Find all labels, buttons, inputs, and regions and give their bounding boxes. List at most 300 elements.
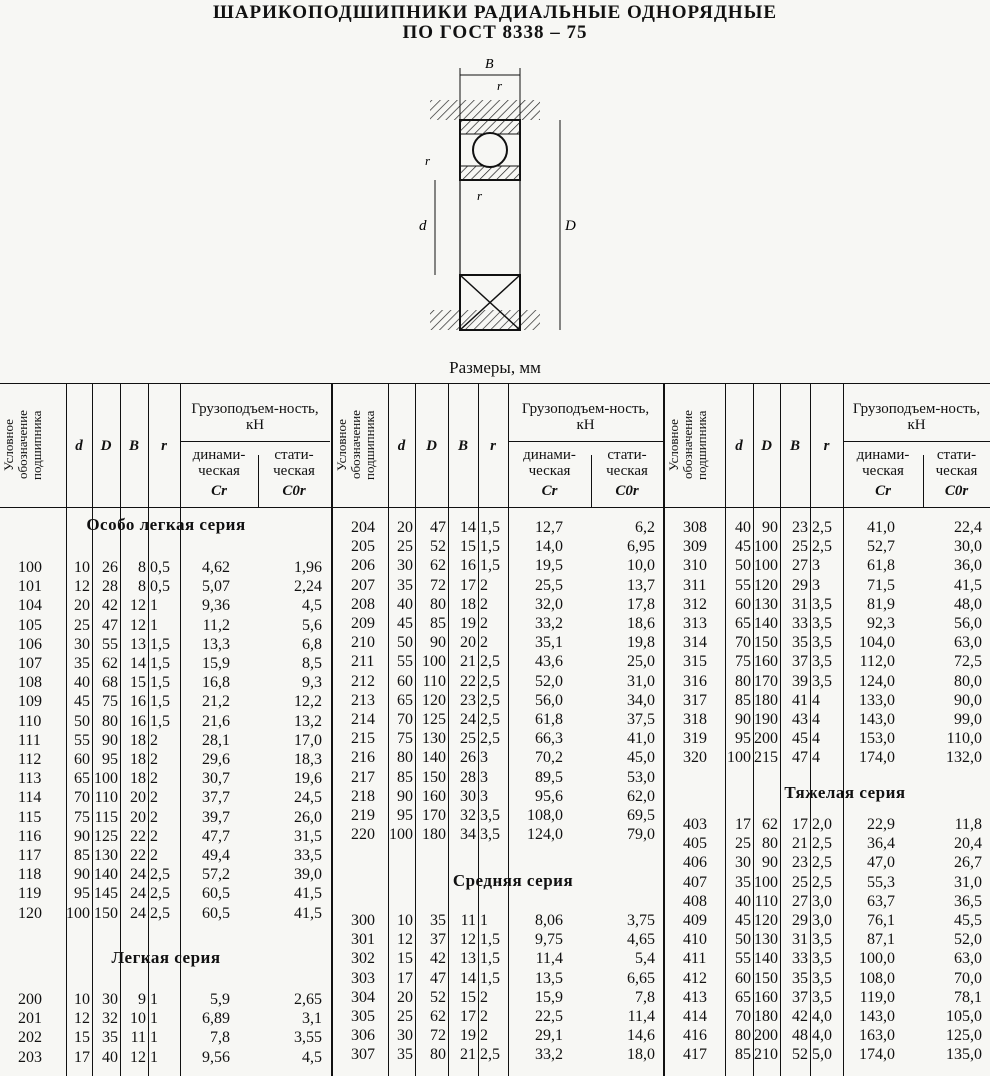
cell-cr: 124,0: [859, 672, 895, 690]
cell-B: 39: [792, 672, 808, 690]
cell-cr: 21,2: [202, 693, 230, 711]
table-row: [0, 904, 330, 923]
cell-d: 12: [74, 1010, 90, 1028]
cell-D: 110: [94, 789, 118, 807]
cell-d: 75: [397, 730, 413, 748]
cell-cr: 70,2: [535, 749, 563, 767]
cell-B: 14: [130, 655, 146, 672]
bearing-diagram: [405, 50, 585, 350]
cell-d: 40: [735, 519, 751, 536]
cell-d: 100: [66, 904, 90, 922]
cell-B: 27: [792, 557, 808, 575]
cell-d: 17: [735, 816, 751, 833]
cell-r: 2,5: [812, 538, 832, 556]
cell-cr: 30,7: [202, 770, 230, 788]
cell-r: 3,5: [812, 931, 832, 949]
cell-D: 110: [754, 892, 778, 910]
cell-d: 25: [397, 538, 413, 556]
cell-r: 2,5: [480, 1046, 500, 1064]
cell-cor: 24,5: [294, 789, 322, 807]
cell-d: 40: [735, 892, 751, 910]
cell-cor: 1,96: [294, 559, 322, 576]
cell-cr: 174,0: [859, 749, 895, 767]
cell-cr: 9,75: [535, 931, 563, 949]
table-row: [665, 1007, 990, 1026]
cell-r: 3,5: [812, 950, 832, 968]
cell-cr: 29,1: [535, 1027, 563, 1045]
table-row: [333, 825, 663, 844]
cell-d: 75: [735, 653, 751, 671]
cell-B: 26: [460, 749, 476, 767]
cell-D: 100: [754, 557, 778, 575]
cell-d: 15: [397, 950, 413, 968]
cell-D: 85: [430, 615, 446, 632]
table-row: [665, 988, 990, 1007]
cell-D: 62: [102, 655, 118, 672]
cell-designation: 407: [683, 873, 707, 891]
cell-cr: 11,2: [202, 616, 230, 634]
cell-B: 14: [460, 519, 476, 536]
cell-designation: 307: [351, 1046, 375, 1064]
cell-designation: 316: [683, 672, 707, 690]
dim-D-label: D: [565, 218, 576, 234]
cell-designation: 202: [18, 1029, 42, 1047]
cell-D: 90: [762, 519, 778, 536]
cell-d: 45: [74, 693, 90, 711]
header-static: стати-ческая: [935, 447, 978, 479]
cell-cr: 89,5: [535, 768, 563, 786]
cell-cr: 14,0: [535, 538, 563, 556]
cell-D: 55: [102, 635, 118, 653]
dim-r-label-inner: r: [477, 188, 483, 203]
cell-r: 0,5: [150, 578, 170, 596]
cell-cor: 90,0: [954, 691, 982, 709]
cell-cr: 174,0: [859, 1046, 895, 1064]
cell-d: 90: [735, 711, 751, 728]
header-dynamic: динами-ческая: [856, 447, 910, 479]
cell-D: 80: [430, 595, 446, 613]
cell-r: 3: [812, 557, 820, 575]
cell-B: 25: [460, 730, 476, 748]
table-row: [0, 654, 330, 673]
cell-r: 3,5: [480, 807, 500, 824]
cell-r: 2: [480, 595, 488, 613]
cell-designation: 108: [18, 674, 42, 692]
header-designation: Условное обозначение подшипника: [1, 410, 44, 480]
cell-B: 30: [460, 787, 476, 805]
table-row: [0, 731, 330, 750]
cell-D: 170: [754, 672, 778, 690]
cell-B: 15: [460, 988, 476, 1006]
cell-D: 90: [102, 731, 118, 749]
cell-B: 42: [792, 1008, 808, 1025]
table-row: [0, 692, 330, 711]
cell-B: 47: [792, 749, 808, 767]
cell-cor: 13,2: [294, 712, 322, 730]
header-designation: Условное обозначение подшипника: [334, 410, 377, 480]
cell-cor: 33,5: [294, 847, 322, 864]
cell-D: 130: [754, 595, 778, 613]
cell-D: 100: [754, 538, 778, 556]
cell-r: 1,5: [480, 931, 500, 949]
table-row: [665, 1026, 990, 1045]
table-row: [333, 691, 663, 710]
cell-B: 23: [792, 854, 808, 872]
cell-cor: 56,0: [954, 615, 982, 632]
cell-cr: 66,3: [535, 730, 563, 748]
cell-designation: 206: [351, 557, 375, 575]
table-row: [333, 614, 663, 633]
cell-D: 140: [754, 615, 778, 632]
cell-cr: 52,7: [867, 538, 895, 556]
cell-cr: 71,5: [867, 576, 895, 594]
cell-D: 215: [754, 749, 778, 767]
cell-designation: 315: [683, 653, 707, 671]
table-row: [665, 853, 990, 872]
cell-d: 60: [735, 969, 751, 987]
cell-d: 35: [397, 576, 413, 594]
cell-cor: 10,0: [627, 557, 655, 575]
cell-B: 17: [460, 576, 476, 594]
cell-D: 100: [422, 653, 446, 671]
dim-r-label-top: r: [497, 78, 503, 93]
cell-D: 30: [102, 991, 118, 1008]
cell-r: 2: [480, 1027, 488, 1045]
cell-D: 125: [422, 711, 446, 728]
cell-cr: 13,3: [202, 635, 230, 653]
header-cor: C0r: [944, 483, 969, 499]
cell-designation: 118: [18, 866, 42, 884]
cell-cor: 5,6: [302, 616, 322, 634]
cell-d: 85: [735, 691, 751, 709]
cell-r: 2,5: [480, 711, 500, 728]
cell-r: 2: [150, 789, 158, 807]
cell-B: 18: [130, 751, 146, 768]
header-load: Грузоподъем-ность, кН: [191, 401, 319, 433]
table-row: [665, 710, 990, 729]
table-row: [333, 652, 663, 671]
series-title-extra-light: Особо легкая серия: [86, 515, 246, 534]
cell-cor: 7,8: [635, 988, 655, 1006]
cell-designation: 317: [683, 691, 707, 709]
cell-d: 60: [74, 751, 90, 768]
cell-D: 140: [754, 950, 778, 968]
cell-D: 90: [762, 854, 778, 872]
cell-d: 55: [735, 950, 751, 968]
cell-designation: 320: [683, 749, 707, 767]
cell-d: 90: [74, 866, 90, 884]
cell-cor: 125,0: [946, 1027, 982, 1045]
table-row: [665, 537, 990, 556]
table-row: [333, 576, 663, 595]
load-subheader-line: [508, 441, 663, 442]
cell-D: 75: [102, 693, 118, 711]
cell-B: 21: [792, 835, 808, 853]
cell-D: 26: [102, 559, 118, 576]
cell-D: 190: [754, 711, 778, 728]
cell-d: 80: [735, 672, 751, 690]
cell-B: 35: [792, 634, 808, 652]
table-row: [0, 884, 330, 903]
cell-cr: 92,3: [867, 615, 895, 632]
cell-r: 3,5: [812, 595, 832, 613]
header-cor: C0r: [615, 483, 639, 499]
table-row: [0, 1009, 330, 1028]
cell-cor: 31,5: [294, 827, 322, 845]
cell-d: 70: [735, 634, 751, 652]
cell-r: 1,5: [150, 674, 170, 692]
cell-d: 65: [397, 691, 413, 709]
cell-cor: 11,8: [954, 816, 982, 833]
cell-cr: 39,7: [202, 808, 230, 826]
cell-d: 55: [735, 576, 751, 594]
cell-r: 3,5: [812, 653, 832, 671]
cell-designation: 314: [683, 634, 707, 652]
cell-D: 52: [430, 988, 446, 1006]
cell-B: 22: [130, 827, 146, 845]
cell-cr: 7,8: [210, 1029, 230, 1047]
table-row: [0, 673, 330, 692]
cell-D: 42: [102, 597, 118, 615]
table-row: [665, 729, 990, 748]
cell-r: 3: [480, 749, 488, 767]
cell-cr: 60,5: [202, 904, 230, 922]
cell-cr: 6,89: [202, 1010, 230, 1028]
cell-B: 29: [792, 576, 808, 594]
cell-cr: 87,1: [867, 931, 895, 949]
cell-d: 100: [727, 749, 751, 767]
cell-r: 1: [150, 1010, 158, 1028]
cell-cor: 18,3: [294, 751, 322, 768]
cell-B: 12: [130, 1048, 146, 1066]
cell-cor: 31,0: [627, 672, 655, 690]
cell-d: 55: [74, 731, 90, 749]
sizes-caption: Размеры, мм: [449, 358, 541, 377]
cell-D: 35: [430, 912, 446, 929]
table-row: [0, 616, 330, 635]
cell-r: 3,5: [812, 615, 832, 632]
cell-cor: 19,6: [294, 770, 322, 788]
cell-cr: 12,7: [535, 519, 563, 536]
cell-cor: 6,65: [627, 969, 655, 987]
cell-D: 62: [762, 816, 778, 833]
table-row: [0, 558, 330, 577]
cell-cor: 13,7: [627, 576, 655, 594]
cell-D: 72: [430, 576, 446, 594]
cell-designation: 111: [18, 731, 41, 749]
table-row: [665, 949, 990, 968]
cell-B: 14: [460, 969, 476, 987]
cell-B: 31: [792, 931, 808, 949]
cell-d: 45: [397, 615, 413, 632]
cell-cor: 79,0: [627, 826, 655, 844]
cell-cr: 15,9: [202, 655, 230, 672]
cell-B: 23: [792, 519, 808, 536]
cell-D: 150: [754, 634, 778, 652]
cell-designation: 115: [18, 808, 42, 826]
cell-cr: 33,2: [535, 615, 563, 632]
cell-D: 68: [102, 674, 118, 692]
cell-designation: 403: [683, 816, 707, 833]
table-row: [0, 808, 330, 827]
table-row: [333, 768, 663, 787]
cell-r: 1,5: [150, 712, 170, 730]
cell-B: 17: [792, 816, 808, 833]
cell-r: 2: [480, 576, 488, 594]
cell-designation: 411: [683, 950, 707, 968]
table-row: [0, 577, 330, 596]
cell-D: 100: [94, 770, 118, 788]
cell-cr: 163,0: [859, 1027, 895, 1045]
cell-D: 180: [754, 1008, 778, 1025]
table-row: [333, 729, 663, 748]
cell-d: 70: [74, 789, 90, 807]
cell-B: 33: [792, 950, 808, 968]
cell-B: 52: [792, 1046, 808, 1064]
table-row: [0, 788, 330, 807]
cell-d: 35: [397, 1046, 413, 1064]
table-row: [665, 892, 990, 911]
cell-r: 1: [150, 597, 158, 615]
cell-D: 90: [430, 634, 446, 652]
cell-cor: 41,5: [294, 885, 322, 903]
cell-r: 1: [150, 991, 158, 1008]
table-row: [0, 827, 330, 846]
cell-r: 4: [812, 730, 820, 748]
cell-d: 20: [397, 988, 413, 1006]
cell-B: 34: [460, 826, 476, 844]
cell-designation: 214: [351, 711, 375, 728]
cell-B: 11: [130, 1029, 146, 1047]
cell-B: 43: [792, 711, 808, 728]
table-row: [333, 710, 663, 729]
cell-D: 95: [102, 751, 118, 768]
header-r: r: [823, 438, 830, 454]
cell-cr: 76,1: [867, 912, 895, 929]
cell-r: 4,0: [812, 1027, 832, 1045]
cell-d: 90: [74, 827, 90, 845]
cell-cor: 4,65: [627, 931, 655, 949]
cell-B: 18: [130, 770, 146, 788]
cell-r: 2: [480, 1008, 488, 1025]
cell-B: 20: [460, 634, 476, 652]
cell-d: 30: [397, 557, 413, 575]
cell-r: 1,5: [480, 519, 500, 536]
cell-cor: 26,7: [954, 854, 982, 872]
cell-cr: 28,1: [202, 731, 230, 749]
cell-d: 85: [397, 768, 413, 786]
cell-r: 3,5: [812, 988, 832, 1006]
cell-designation: 311: [683, 576, 707, 594]
cell-r: 3: [480, 787, 488, 805]
cell-designation: 203: [18, 1048, 42, 1066]
cell-B: 48: [792, 1027, 808, 1045]
cell-D: 72: [430, 1027, 446, 1045]
cell-designation: 213: [351, 691, 375, 709]
cell-B: 41: [792, 691, 808, 709]
cell-designation: 302: [351, 950, 375, 968]
series-title-heavy: Тяжелая серия: [784, 783, 906, 802]
cell-designation: 417: [683, 1046, 707, 1064]
cell-D: 110: [422, 672, 446, 690]
cell-cr: 55,3: [867, 873, 895, 891]
table-row: [333, 1026, 663, 1045]
cell-cr: 22,9: [867, 816, 895, 833]
cell-B: 19: [460, 1027, 476, 1045]
cell-B: 13: [460, 950, 476, 968]
cell-cr: 119,0: [859, 988, 895, 1006]
cell-B: 12: [130, 616, 146, 634]
cell-designation: 200: [18, 991, 42, 1008]
cell-cor: 34,0: [627, 691, 655, 709]
cell-r: 1,5: [150, 635, 170, 653]
cell-r: 2: [480, 634, 488, 652]
cell-d: 45: [735, 912, 751, 929]
cell-r: 1: [150, 616, 158, 634]
cell-designation: 219: [351, 807, 375, 824]
cell-cor: 3,55: [294, 1029, 322, 1047]
cell-designation: 318: [683, 711, 707, 728]
cell-d: 40: [397, 595, 413, 613]
cell-designation: 120: [18, 904, 42, 922]
table-row: [333, 672, 663, 691]
cell-D: 80: [762, 835, 778, 853]
cell-cr: 15,9: [535, 988, 563, 1006]
cell-designation: 107: [18, 655, 42, 672]
cell-cr: 60,5: [202, 885, 230, 903]
cell-r: 1: [150, 1048, 158, 1066]
cell-r: 4: [812, 749, 820, 767]
cell-r: 2: [150, 731, 158, 749]
cell-cr: 43,6: [535, 653, 563, 671]
cell-designation: 112: [18, 751, 42, 768]
cell-B: 20: [130, 808, 146, 826]
cell-cr: 100,0: [859, 950, 895, 968]
cell-D: 160: [422, 787, 446, 805]
cell-d: 60: [735, 595, 751, 613]
table-row: [0, 750, 330, 769]
cell-r: 2: [150, 770, 158, 788]
cell-D: 160: [754, 988, 778, 1006]
cell-r: 5,0: [812, 1046, 832, 1064]
cell-B: 15: [460, 538, 476, 556]
cell-d: 95: [397, 807, 413, 824]
cell-cr: 49,4: [202, 847, 230, 864]
table-row: [665, 930, 990, 949]
cell-designation: 309: [683, 538, 707, 556]
cell-cor: 70,0: [954, 969, 982, 987]
cell-D: 150: [754, 969, 778, 987]
cell-d: 80: [397, 749, 413, 767]
cell-d: 65: [74, 770, 90, 788]
header-B: B: [128, 438, 139, 454]
cell-D: 42: [430, 950, 446, 968]
header-r: r: [161, 438, 167, 454]
cell-r: 1: [150, 1029, 158, 1047]
cell-cr: 19,5: [535, 557, 563, 575]
cell-r: 2,0: [812, 816, 832, 833]
cell-cor: 45,0: [627, 749, 655, 767]
cell-D: 140: [94, 866, 118, 884]
cell-designation: 212: [351, 672, 375, 690]
header-static: стати-ческая: [273, 447, 315, 479]
cell-cor: 20,4: [954, 835, 982, 853]
table-row: [0, 865, 330, 884]
cell-r: 2: [150, 847, 158, 864]
cell-d: 12: [397, 931, 413, 949]
cell-cor: 36,5: [954, 892, 982, 910]
cell-cor: 41,5: [954, 576, 982, 594]
